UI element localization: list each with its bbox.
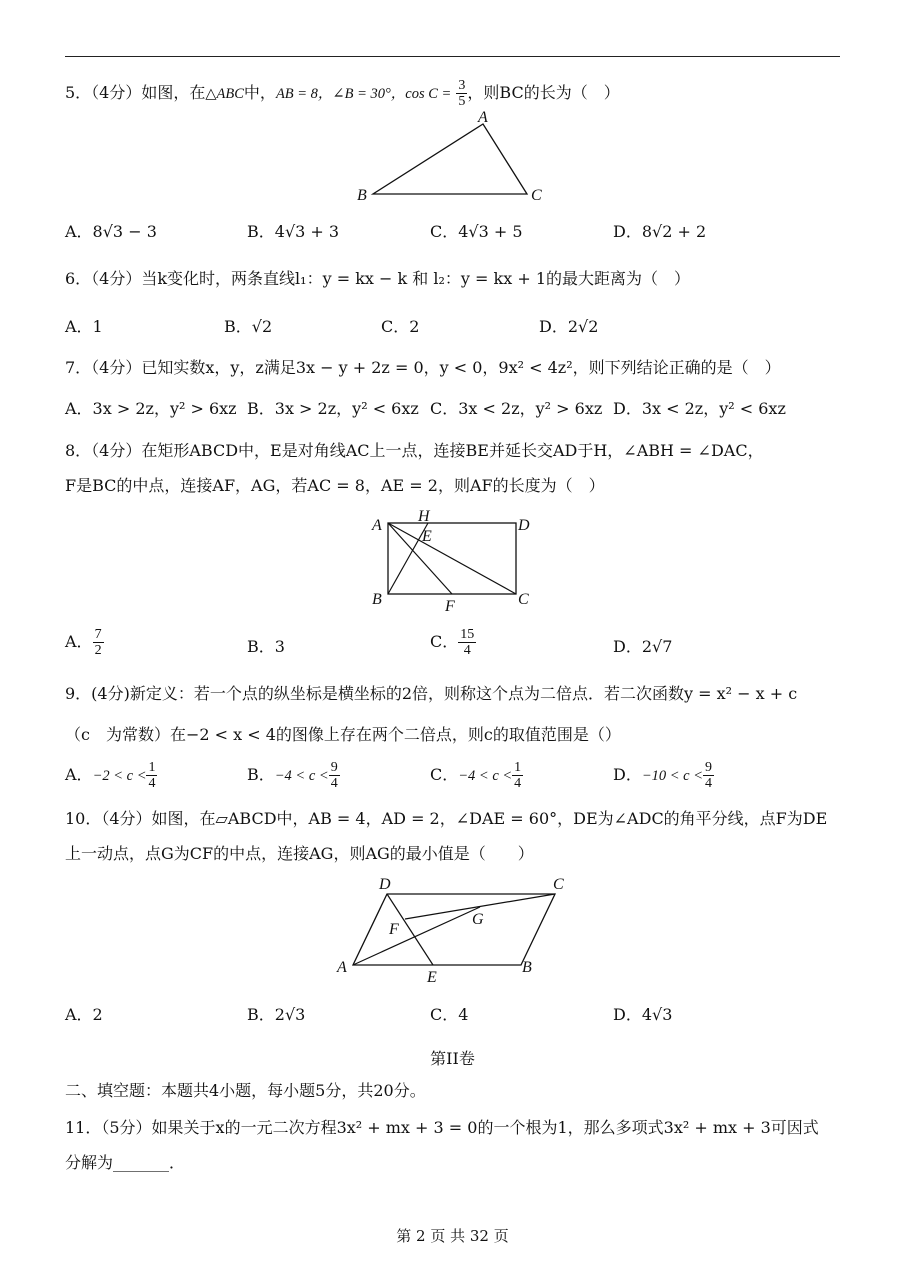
fig-label-b: B (357, 187, 367, 204)
q9-option-d[interactable]: D．−10 < c < $\frac{9}{4}$ (613, 760, 713, 791)
q8-option-d[interactable]: D．2√7 (613, 637, 673, 656)
q10-option-d[interactable]: D．4√3 (613, 1005, 673, 1024)
triangle-abc (373, 124, 527, 194)
header-rule (65, 56, 840, 57)
q5-fraction: $\frac{3}{5}$ (458, 78, 466, 109)
fig-label-c: C (553, 876, 564, 893)
q5-triangle-figure (355, 109, 555, 207)
fig-label-e: E (422, 528, 432, 545)
fig-label-b: B (372, 591, 382, 608)
q8-stem-line2: F是BC的中点，连接AF，AG，若AC = 8，AE = 2，则AF的长度为（ ） (65, 476, 605, 495)
segment-ag (353, 907, 480, 965)
q10-stem-line1: 10．（4分）如图，在▱ABCD中，AB = 4，AD = 2，∠DAE = 60°，DE为∠ADC的角平分线，点F为DE (65, 809, 828, 828)
q7-option-c[interactable]: C．3x < 2z，y² > 6xz (430, 399, 603, 418)
fig-label-a: A (337, 959, 347, 976)
q5-option-d[interactable]: D．8√2 + 2 (613, 222, 707, 241)
diagonal-ac (388, 523, 516, 594)
q11-stem-line1: 11．（5分）如果关于x的一元二次方程3x² + mx + 3 = 0的一个根为1，那么多项式3x² + mx + 3可因式 (65, 1118, 819, 1137)
q9-option-c[interactable]: C．−4 < c < $\frac{1}{4}$ (430, 760, 522, 791)
fig-label-b: B (522, 959, 532, 976)
q5-stem: 5．（4分）如图，在△ABC中，AB = 8，∠B = 30°，cos C = $\frac{3}{5}$ ，则BC的长为（ ） (65, 78, 620, 109)
fig-label-f: F (445, 598, 455, 615)
fig-label-h: H (418, 508, 430, 525)
q6-option-c[interactable]: C．2 (381, 317, 420, 336)
fig-label-c: C (518, 591, 529, 608)
q8-stem-line1: 8．（4分）在矩形ABCD中，E是对角线AC上一点，连接BE并延长交AD于H，∠ABH = ∠DAC， (65, 441, 764, 460)
fig-label-g: G (472, 911, 484, 928)
section-heading: 二、填空题：本题共4小题，每小题5分，共20分。 (65, 1081, 426, 1100)
q7-option-d[interactable]: D．3x < 2z，y² < 6xz (613, 399, 786, 418)
q9-option-a[interactable]: A．−2 < c < $\frac{1}{4}$ (65, 760, 156, 791)
fig-label-a: A (372, 517, 382, 534)
q6-stem: 6．（4分）当k变化时，两条直线l₁：y = kx − k 和 l₂：y = kx + 1的最大距离为（ ） (65, 269, 690, 288)
fig-label-c: C (531, 187, 542, 204)
q9-stem-line2: （c 为常数）在−2 < x < 4的图像上存在两个二倍点，则c的取值范围是（） (65, 725, 621, 744)
q6-option-d[interactable]: D．2√2 (539, 317, 599, 336)
q5-option-c[interactable]: C．4√3 + 5 (430, 222, 523, 241)
fig-label-f: F (389, 921, 399, 938)
q7-option-b[interactable]: B．3x > 2z，y² < 6xz (247, 399, 419, 418)
q5-option-a[interactable]: A．8√3 − 3 (65, 222, 157, 241)
q9-stem-line1: 9．(4分)新定义：若一个点的纵坐标是横坐标的2倍，则称这个点为二倍点．若二次函数y = x² − x + c (65, 684, 798, 703)
fig-label-e: E (427, 969, 437, 986)
q9-option-b[interactable]: B．−4 < c < $\frac{9}{4}$ (247, 760, 338, 791)
q5-option-b[interactable]: B．4√3 + 3 (247, 222, 340, 241)
q8-option-b[interactable]: B．3 (247, 637, 285, 656)
q7-option-a[interactable]: A．3x > 2z，y² > 6xz (65, 399, 237, 418)
q10-parallelogram-figure (335, 872, 575, 987)
q6-option-a[interactable]: A．1 (65, 317, 103, 336)
q10-option-a[interactable]: A．2 (65, 1005, 103, 1024)
q10-option-c[interactable]: C．4 (430, 1005, 469, 1024)
q8-option-a[interactable]: A． $\frac{7}{2}$ (65, 627, 102, 658)
q8-rectangle-figure (370, 508, 540, 618)
parallelogram-abcd (353, 894, 555, 965)
section-volume-title: 第II卷 (430, 1049, 475, 1068)
page-footer: 第 2 页 共 32 页 (396, 1227, 509, 1245)
q7-stem: 7．（4分）已知实数x，y，z满足3x − y + 2z = 0，y < 0，9x² < 4z²，则下列结论正确的是（ ） (65, 358, 781, 377)
q10-stem-line2: 上一动点，点G为CF的中点，连接AG，则AG的最小值是（ ） (65, 844, 534, 863)
q10-option-b[interactable]: B．2√3 (247, 1005, 306, 1024)
fig-label-a: A (478, 109, 488, 126)
segment-af (388, 523, 452, 594)
fig-label-d: D (379, 876, 391, 893)
q11-stem-line2: 分解为_______． (65, 1153, 186, 1172)
q6-option-b[interactable]: B．√2 (224, 317, 273, 336)
q8-option-c[interactable]: C． $\frac{15}{4}$ (430, 627, 475, 658)
fig-label-d: D (518, 517, 530, 534)
